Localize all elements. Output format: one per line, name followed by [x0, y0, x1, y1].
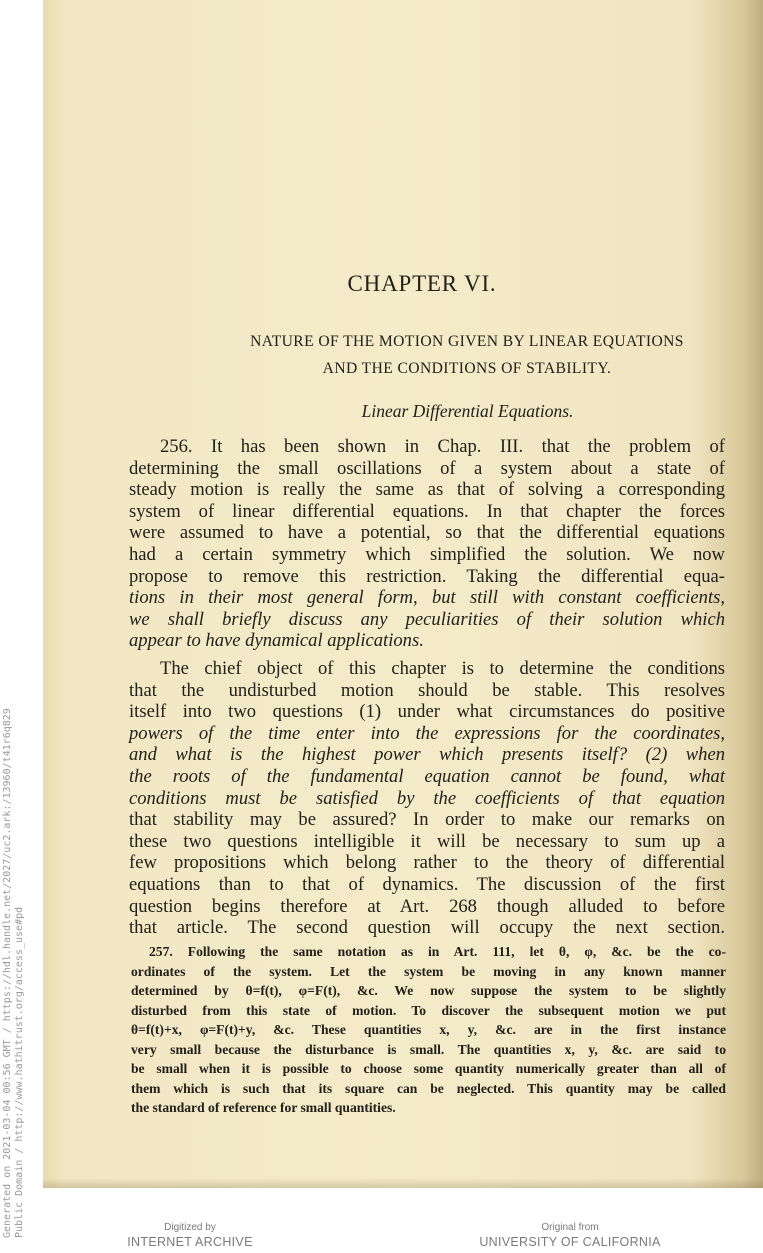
text-line: were assumed to have a potential, so that the differential equations — [129, 522, 725, 544]
subtitle-line-2: AND THE CONDITIONS OF STABILITY. — [322, 360, 612, 377]
footer-left-name: INTERNET ARCHIVE — [127, 1235, 253, 1249]
footer-right-name: UNIVERSITY OF CALIFORNIA — [479, 1235, 661, 1249]
text-line: appear to have dynamical applications. — [129, 630, 424, 652]
text-line: equations than to that of dynamics. The discussion of the first — [129, 873, 725, 895]
text-line: that the undisturbed motion should be stable. This resolves — [129, 679, 725, 701]
subtitle-line-1: NATURE OF THE MOTION GIVEN BY LINEAR EQUATIONS — [250, 333, 684, 350]
text-line: the roots of the fundamental equation cannot be found, what — [129, 765, 725, 787]
text-line: conditions must be satisfied by the coefficients of that equation — [129, 787, 725, 809]
text-line: determined by θ=f(t), φ=F(t), &c. We now suppose the system to be slightly — [131, 983, 726, 998]
side-stamp-line-2: Public Domain / http://www.hathitrust.org/access_use#pd — [14, 906, 25, 1238]
text-line: system of linear differential equations. In that chapter the forces — [129, 500, 725, 522]
footer-digitized-by — [110, 1222, 270, 1249]
text-line: very small because the disturbance is small. The quantities x, y, &c. are said to — [131, 1041, 726, 1057]
text-line: be small when it is possible to choose some quantity numerically greater than all of — [131, 1061, 726, 1076]
text-line: these two questions intelligible it will be necessary to sum up a — [129, 830, 725, 852]
text-line: powers of the time enter into the expressions for the coordinates, — [129, 722, 725, 744]
text-line: tions in their most general form, but still with constant coefficients, — [129, 587, 725, 609]
text-line: the standard of reference for small quantities. — [131, 1100, 396, 1115]
text-line: had a certain symmetry which simplified the solution. We now — [129, 543, 725, 565]
text-line: we shall briefly discuss any peculiarities of their solution which — [129, 608, 725, 630]
paragraph-chief-object — [129, 658, 725, 939]
text-line: θ=f(t)+x, φ=F(t)+y, &c. These quantities x, y, &c. are in the first instance — [131, 1022, 726, 1037]
text-line: The chief object of this chapter is to determine the conditions — [160, 658, 725, 679]
text-line: them which is such that its square can be neglected. This quantity may be called — [131, 1080, 726, 1096]
text-line: question begins therefore at Art. 268 though alluded to before — [129, 895, 725, 917]
section-heading: Linear Differential Equations. — [361, 401, 574, 421]
chapter-subtitle — [43, 328, 763, 382]
paragraph-256 — [129, 436, 725, 652]
scanned-page — [43, 0, 763, 1188]
text-line: that article. The second question will occupy the next section. — [129, 917, 725, 939]
text-line: steady motion is really the same as that of solving a corresponding — [129, 479, 725, 501]
text-line: determining the small oscillations of a system about a state of — [129, 457, 725, 479]
text-line: propose to remove this restriction. Taking the differential equa- — [129, 565, 725, 587]
text-line: and what is the highest power which presents itself? (2) when — [129, 744, 725, 766]
text-line: 257. Following the same notation as in Art. 111, let θ, φ, &c. be the co- — [149, 944, 726, 959]
text-line: 256. It has been shown in Chap. III. that the problem of — [160, 436, 725, 457]
footer-right-caption: Original from — [541, 1222, 599, 1233]
text-line: few propositions which belong rather to the theory of differential — [129, 852, 725, 874]
text-line: disturbed from this state of motion. To discover the subsequent motion we put — [131, 1002, 726, 1018]
footer-left-caption: Digitized by — [164, 1222, 216, 1233]
side-stamp-line-1: Generated on 2021-03-04 00:56 GMT / https://hdl.handle.net/2027/uc2.ark:/13960/t41r6q829 — [2, 708, 13, 1238]
paragraph-257 — [131, 942, 726, 1118]
text-line: ordinates of the system. Let the system be moving in any known manner — [131, 963, 726, 979]
text-line: that stability may be assured? In order to make our remarks on — [129, 809, 725, 831]
footer-original-from — [470, 1222, 670, 1249]
hathitrust-side-stamp — [2, 628, 26, 1238]
chapter-title: CHAPTER VI. — [347, 271, 497, 296]
text-line: itself into two questions (1) under what circumstances do positive — [129, 701, 725, 723]
